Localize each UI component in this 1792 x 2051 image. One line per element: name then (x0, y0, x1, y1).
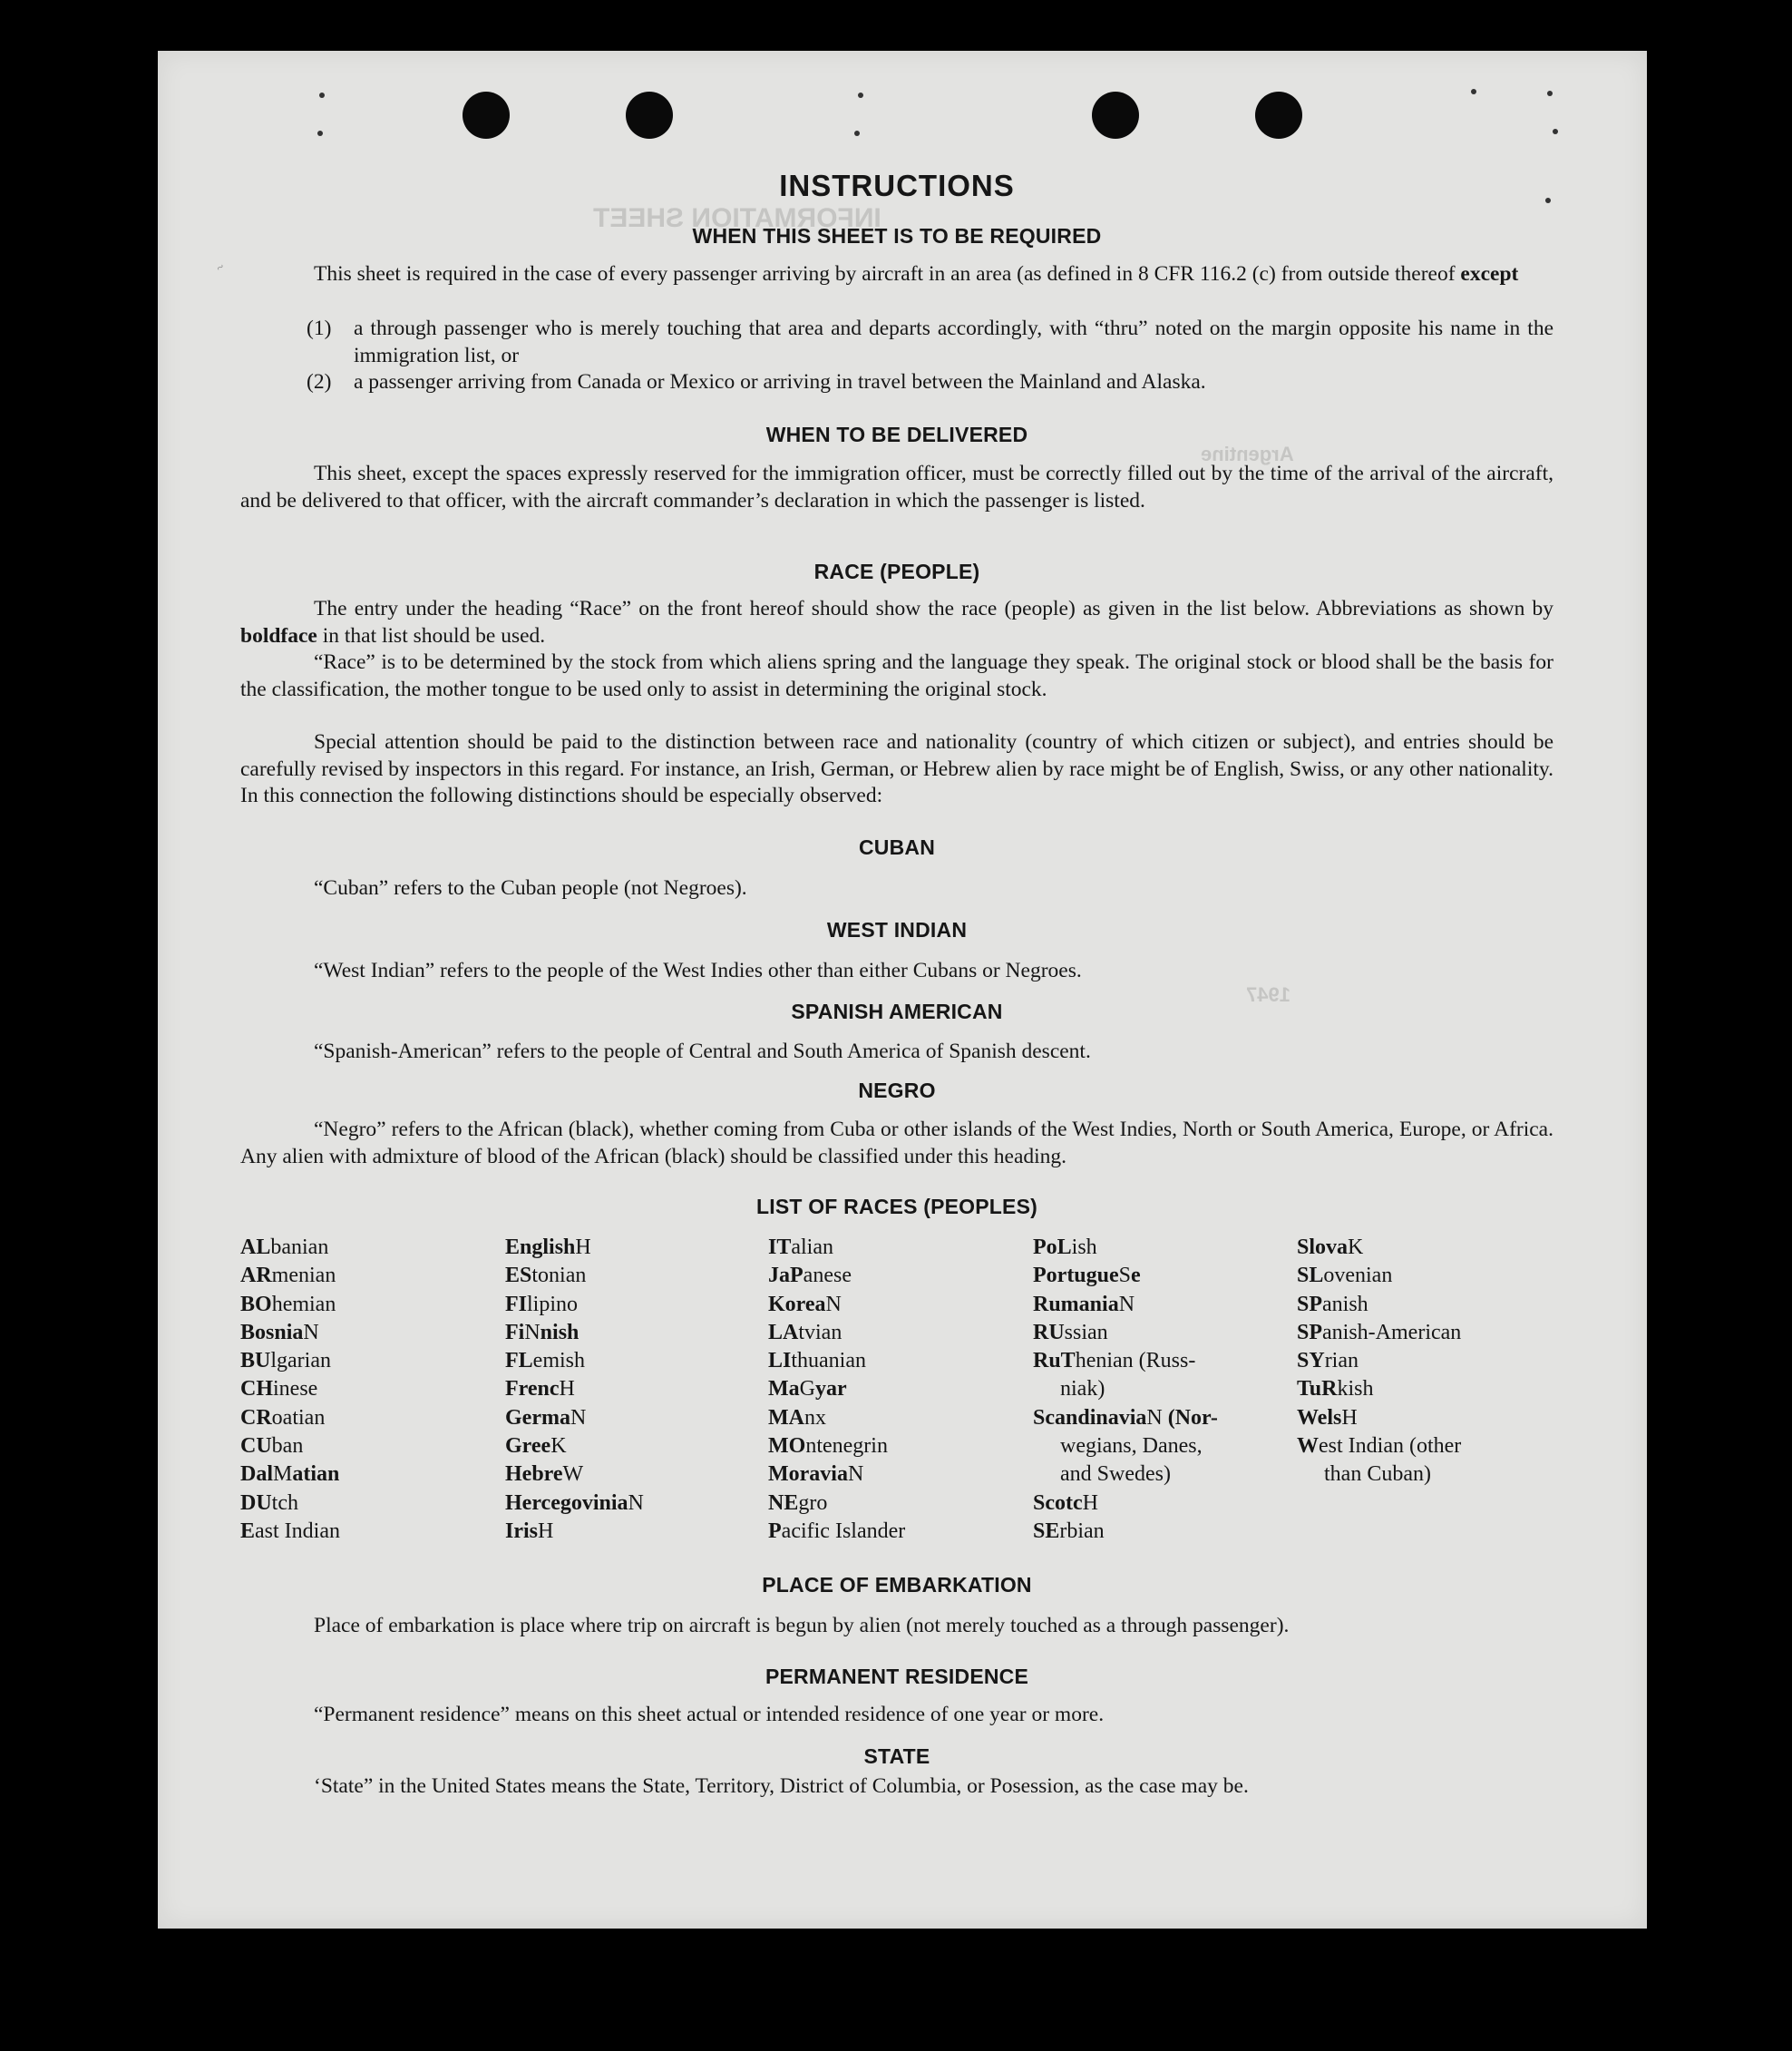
race-entry: DUtch (240, 1490, 298, 1515)
race-entry: SYrian (1297, 1349, 1359, 1373)
race-entry: GreeK (505, 1434, 567, 1459)
punch-hole (1255, 92, 1302, 139)
race-entry: PortugueSe (1033, 1264, 1141, 1288)
heading-place-of-embarkation: PLACE OF EMBARKATION (762, 1573, 1032, 1597)
paragraph-place-of-embarkation: Place of embarkation is place where trip on aircraft is begun by alien (not merely touched as a through passenger). (314, 1614, 1290, 1637)
race-entry: EnglishH (505, 1235, 591, 1259)
heading-race: RACE (PEOPLE) (813, 560, 980, 583)
race-entry: FIlipino (505, 1292, 579, 1316)
margin-stamp: ~ (214, 260, 228, 276)
paragraph-negro: “Negro” refers to the African (black), whether coming from Cuba or other islands of the West Indies, North or South America, Europe, or Africa. Any alien with admixture of blood of the African (black) should be classified under this heading. (240, 1118, 1553, 1168)
page-title: INSTRUCTIONS (779, 169, 1015, 202)
speck (1547, 91, 1553, 96)
race-entry: LIthuanian (768, 1349, 866, 1373)
race-entry: than Cuban) (1324, 1462, 1431, 1487)
paragraph-cuban: “Cuban” refers to the Cuban people (not Negroes). (314, 876, 747, 900)
race-entry: CHinese (240, 1377, 318, 1402)
heading-cuban: CUBAN (858, 835, 936, 859)
race-entry: LAtvian (768, 1320, 842, 1344)
race-entry: FLemish (505, 1349, 585, 1373)
race-entry: CUban (240, 1434, 304, 1459)
races-column-1 (240, 1234, 503, 1546)
race-entry: JaPanese (768, 1264, 852, 1288)
race-entry: EStonian (505, 1264, 587, 1288)
heading-west-indian: WEST INDIAN (826, 918, 968, 942)
race-entry: SPanish-American (1297, 1320, 1462, 1344)
race-entry: HercegoviniaN (505, 1490, 644, 1515)
race-entry: HebreW (505, 1462, 584, 1487)
races-column-2 (505, 1234, 768, 1546)
race-entry: ARmenian (240, 1264, 336, 1288)
paragraph-race-2: “Race” is to be determined by the stock from which aliens spring and the language they speak. The original stock or blood shall be the basis for the classification, the mother tongue to be used only to assist in determining the original stock. (240, 650, 1553, 701)
punch-hole (1092, 92, 1139, 139)
race-entry: and Swedes) (1060, 1462, 1171, 1487)
item-number: (1) (307, 317, 332, 340)
paragraph-race-1: The entry under the heading “Race” on the front hereof should show the race (people) as given in the list below. Abbreviations as shown by boldface in that list should be used. (240, 597, 1553, 648)
race-entry: SErbian (1033, 1519, 1105, 1543)
race-entry: FrencH (505, 1377, 575, 1402)
race-entry: BOhemian (240, 1292, 336, 1316)
bleed-through: Argentine (1201, 443, 1294, 465)
race-entry: West Indian (other (1297, 1434, 1462, 1459)
bleed-through: 1947 (1246, 983, 1290, 1006)
list-item (307, 316, 1553, 369)
race-entry: RumaniaN (1033, 1292, 1135, 1316)
heading-list-of-races: LIST OF RACES (PEOPLES) (755, 1195, 1037, 1218)
race-entry: TuRkish (1297, 1377, 1374, 1402)
heading-spanish-american: SPANISH AMERICAN (791, 1000, 1003, 1023)
item-text: a through passenger who is merely touching that area and departs accordingly, with “thru” noted on the margin opposite his name in the immigration list, or (354, 317, 1553, 367)
race-entry: RUssian (1033, 1320, 1108, 1344)
races-column-3 (768, 1234, 1031, 1546)
bleed-through: INFORMATION SHEET (593, 203, 881, 233)
race-entry: IrisH (505, 1519, 554, 1543)
paragraph-state: ‘State” in the United States means the State, Territory, District of Columbia, or Posession, as the case may be. (314, 1774, 1249, 1798)
item-number: (2) (307, 370, 332, 394)
paragraph-race-3: Special attention should be paid to the distinction between race and nationality (country of which citizen or subject), and entries should be carefully revised by inspectors in this regard. For instance, an Irish, German, or Hebrew alien by race might be of English, Swiss, or any other nationality. In this connection the following distinctions should be especially observed: (240, 730, 1553, 807)
race-entry: NEgro (768, 1490, 828, 1515)
race-entry: ScotcH (1033, 1490, 1098, 1515)
punch-hole (463, 92, 510, 139)
heading-when-required: WHEN THIS SHEET IS TO BE REQUIRED (692, 224, 1102, 248)
race-entry: BosniaN (240, 1320, 319, 1344)
heading-state: STATE (863, 1744, 930, 1768)
heading-when-delivered: WHEN TO BE DELIVERED (765, 423, 1028, 446)
paragraph-when-required: This sheet is required in the case of every passenger arriving by aircraft in an area (as defined in 8 CFR 116.2 (c) from outside thereof except (314, 262, 1519, 286)
race-entry: wegians, Danes, (1060, 1434, 1203, 1459)
race-entry: KoreaN (768, 1292, 842, 1316)
heading-negro: NEGRO (858, 1079, 936, 1102)
paragraph-west-indian: “West Indian” refers to the people of the West Indies other than either Cubans or Negroes. (314, 959, 1082, 982)
heading-permanent-residence: PERMANENT RESIDENCE (765, 1665, 1029, 1688)
race-entry: BUlgarian (240, 1349, 331, 1373)
paragraph-spanish-american: “Spanish-American” refers to the people of Central and South America of Spanish descent. (314, 1040, 1091, 1063)
race-entry: ITalian (768, 1235, 833, 1259)
races-column-4 (1033, 1234, 1296, 1546)
speck (858, 93, 863, 98)
race-entry: MaGyar (768, 1377, 847, 1402)
race-entry: WelsH (1297, 1405, 1358, 1430)
race-entry: ALbanian (240, 1235, 329, 1259)
paragraph-when-delivered: This sheet, except the spaces expressly reserved for the immigration officer, must be correctly filled out by the time of the arrival of the aircraft, and be delivered to that officer, with the aircraft commander’s declaration in which the passenger is listed. (240, 462, 1553, 513)
speck (1471, 89, 1476, 94)
race-entry: SlovaK (1297, 1235, 1364, 1259)
speck (854, 131, 860, 136)
document-page (158, 51, 1647, 1929)
race-entry: MOntenegrin (768, 1434, 888, 1459)
race-entry: FiNnish (505, 1320, 579, 1344)
list-item (307, 369, 1553, 396)
item-text: a passenger arriving from Canada or Mexico or arriving in travel between the Mainland and Alaska. (354, 370, 1206, 394)
speck (319, 93, 325, 98)
race-entry: PoLish (1033, 1235, 1097, 1259)
race-entry: SPanish (1297, 1292, 1368, 1316)
race-entry: niak) (1060, 1377, 1105, 1402)
races-column-5 (1297, 1234, 1560, 1489)
race-entry: ScandinaviaN (Nor- (1033, 1405, 1218, 1430)
race-entry: Pacific Islander (768, 1519, 906, 1543)
race-entry: CRoatian (240, 1405, 326, 1430)
race-entry: MAnx (768, 1405, 826, 1430)
race-entry: East Indian (240, 1519, 340, 1543)
race-entry: MoraviaN (768, 1462, 864, 1487)
paragraph-permanent-residence: “Permanent residence” means on this sheet actual or intended residence of one year or more. (314, 1703, 1105, 1726)
race-entry: GermaN (505, 1405, 587, 1430)
speck (1553, 129, 1558, 134)
race-entry: DalMatian (240, 1462, 340, 1487)
punch-hole (626, 92, 673, 139)
race-entry: RuThenian (Russ- (1033, 1349, 1196, 1373)
race-entry: SLovenian (1297, 1264, 1393, 1288)
speck (317, 131, 323, 136)
